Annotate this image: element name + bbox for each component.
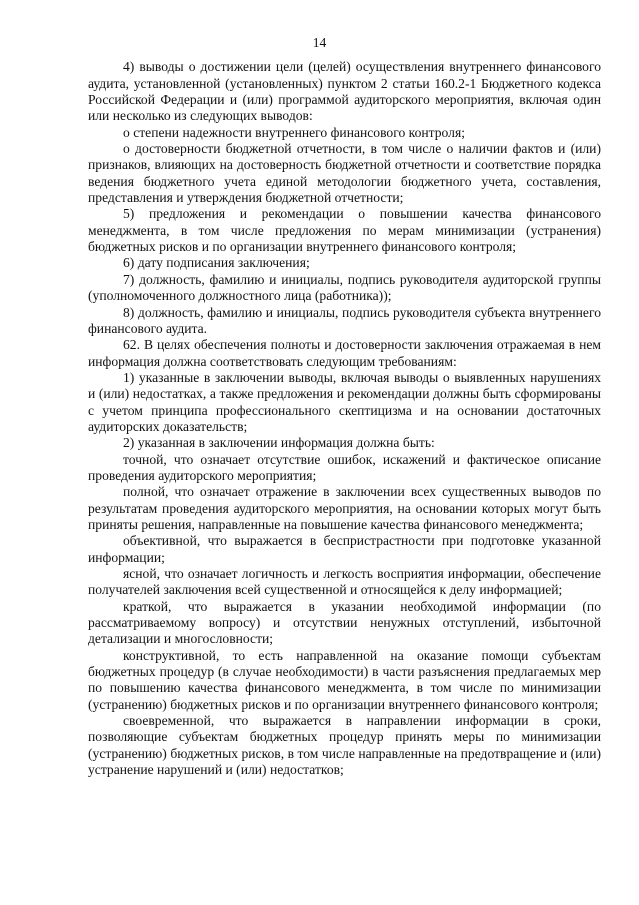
paragraph-req-2: 2) указанная в заключении информация должна быть:: [123, 435, 435, 451]
paragraph-constructive: конструктивной, то есть направленной на оказание помощи субъектам бюджетных процедур (в случае необходимости) в части разъяснения предлагаемых мер по повышению качества финансового менеджмента, в том числе по минимизации (устранению) бюджетных рисков и по организации внутреннего финансового контроля;: [88, 647, 601, 712]
paragraph-item-5: 5) предложения и рекомендации о повышении качества финансового менеджмента, в том числе предложения по мерам минимизации (устранения) бюджетных рисков и по организации внутреннего финансового контроля;: [88, 206, 601, 255]
paragraph-item-8: 8) должность, фамилию и инициалы, подпись руководителя субъекта внутреннего финансового аудита.: [88, 304, 601, 336]
paragraph-objective: объективной, что выражается в беспристрастности при подготовке указанной информации;: [88, 533, 601, 565]
page-number: 14: [312, 35, 327, 50]
paragraph-brief: краткой, что выражается в указании необходимой информации (по рассматриваемому вопросу) и отсутствии ненужных отступлений, избыточной детализации и многословности;: [88, 598, 601, 647]
paragraph-item-7: 7) должность, фамилию и инициалы, подпись руководителя аудиторской группы (уполномоченного должностного лица (работника));: [88, 271, 601, 304]
paragraph-clear: ясной, что означает логичность и легкость восприятия информации, обеспечение получателей заключения всей существенной и относящейся к делу информацией;: [88, 566, 601, 598]
paragraph-item-6: 6) дату подписания заключения;: [123, 255, 310, 271]
paragraph-req-1: 1) указанные в заключении выводы, включая выводы о выявленных нарушениях и (или) недостатках, а также предложения и рекомендации должны быть сформированы с учетом принципа профессионального скептицизма и на основании достаточных аудиторских доказательств;: [88, 369, 601, 434]
paragraph-accuracy: о достоверности бюджетной отчетности, в том числе о наличии фактов и (или) признаков, влияющих на достоверность бюджетной отчетности и соответствие порядка ведения бюджетного учета единой методологии бюджетного учета, составления, представления и утверждения бюджетной отчетности;: [88, 141, 601, 206]
paragraph-complete: полной, что означает отражение в заключении всех существенных выводов по результатам проведения аудиторского мероприятия, на основании которых могут быть приняты решения, направленные на повышение качества финансового менеджмента;: [88, 484, 601, 532]
paragraph-precise: точной, что означает отсутствие ошибок, искажений и фактическое описание проведения аудиторского мероприятия;: [88, 451, 601, 483]
paragraph-reliability: о степени надежности внутреннего финансового контроля;: [123, 124, 465, 140]
paragraph-item-4: 4) выводы о достижении цели (целей) осуществления внутреннего финансового аудита, установленной (установленных) пунктом 2 статьи 160.2-1 Бюджетного кодекса Российской Федерации и (или) программой аудиторского мероприятия, включая один или несколько из следующих выводов:: [88, 59, 601, 124]
paragraph-clause-62: 62. В целях обеспечения полноты и достоверности заключения отражаемая в нем информация должна соответствовать следующим требованиям:: [88, 337, 601, 369]
paragraph-timely: своевременной, что выражается в направлении информации в сроки, позволяющие субъектам бюджетных процедур принять меры по минимизации (устранению) бюджетных рисков, в том числе направленные на предотвращение и (или) устранение нарушений и (или) недостатков;: [88, 713, 601, 778]
